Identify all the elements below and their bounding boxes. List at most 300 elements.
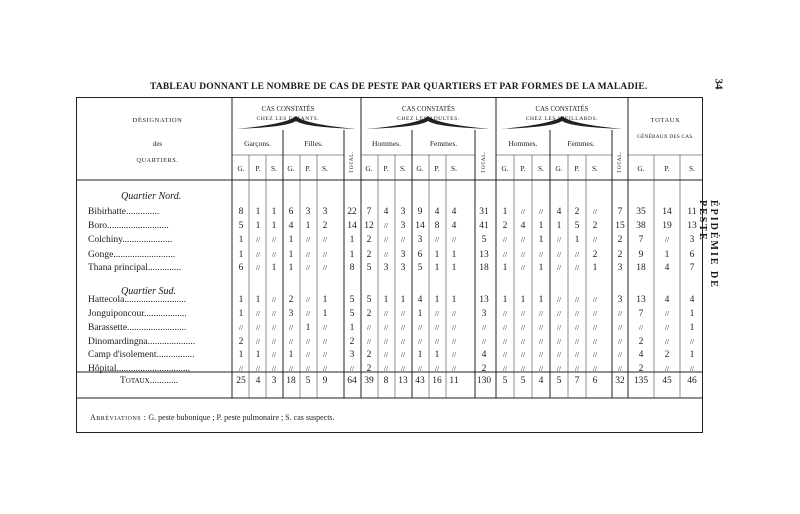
table-cell: // [271, 323, 277, 332]
table-cell: // [502, 350, 508, 359]
table-cell: // [617, 350, 623, 359]
totals-cell: 3 [271, 376, 277, 386]
table-cell: 1 [592, 263, 598, 273]
table-cell: 1 [689, 323, 695, 333]
gps-header-cell: P. [574, 164, 580, 173]
gps-header-cell: G. [237, 164, 245, 173]
table-cell: // [322, 263, 328, 272]
table-cell: 2 [288, 295, 294, 305]
table-cell: 5 [349, 295, 355, 305]
table-cell: 2 [366, 350, 372, 360]
totals-cell: 11 [449, 376, 459, 386]
table-cell: // [502, 309, 508, 318]
totals-cell: 5 [502, 376, 508, 386]
table-cell: // [574, 263, 580, 272]
table-cell: // [592, 323, 598, 332]
abbreviations-label: Abréviations : [90, 413, 147, 422]
table-cell: // [556, 364, 562, 373]
totals-cell: 4 [255, 376, 261, 386]
abbreviations-text: G. peste bubonique ; P. peste pulmonaire ; S. cas suspects. [148, 413, 335, 422]
table-cell: // [434, 309, 440, 318]
table-cell: // [305, 309, 311, 318]
gps-header-cell: P. [255, 164, 261, 173]
table-cell: // [271, 309, 277, 318]
table-cell: 7 [689, 263, 695, 273]
table-cell: 1 [349, 323, 355, 333]
table-cell: // [520, 323, 526, 332]
table-cell: // [305, 250, 311, 259]
table-cell: 4 [520, 221, 526, 231]
table-cell: 2 [366, 364, 372, 374]
table-cell: 5 [366, 263, 372, 273]
gps-header-cell: G. [287, 164, 295, 173]
adults-femmes-label: Femmes. [429, 139, 458, 148]
table-cell: // [520, 250, 526, 259]
table-cell: // [366, 337, 372, 346]
table-cell: // [520, 364, 526, 373]
table-cell: 4 [451, 221, 457, 231]
table-cell: // [238, 323, 244, 332]
table-cell: 1 [255, 221, 261, 231]
table-cell: // [305, 350, 311, 359]
table-cell: // [255, 337, 261, 346]
section-title-sud: Quartier Sud. [121, 286, 176, 297]
table-cell: 1 [288, 250, 294, 260]
table-cell: 1 [689, 309, 695, 319]
adults-hommes-label: Hommes. [372, 139, 401, 148]
table-cell: 4 [638, 350, 644, 360]
table-cell: // [538, 323, 544, 332]
totals-cell: 45 [662, 376, 672, 386]
table-cell: 1 [238, 309, 244, 319]
table-cell: 13 [479, 295, 489, 305]
table-cell: // [417, 323, 423, 332]
table-cell: // [451, 235, 457, 244]
gps-header-cell: G. [365, 164, 373, 173]
table-cell: // [400, 309, 406, 318]
table-cell: // [664, 364, 670, 373]
table-cell: // [271, 235, 277, 244]
table-cell: 4 [434, 207, 440, 217]
table-cell: 35 [636, 207, 646, 217]
table-cell: 4 [288, 221, 294, 231]
table-cell: 1 [502, 263, 508, 273]
table-cell: 5 [366, 295, 372, 305]
table-cell: // [400, 350, 406, 359]
table-cell: // [400, 323, 406, 332]
table-cell: // [538, 309, 544, 318]
table-cell: // [434, 235, 440, 244]
table-cell: 1 [238, 235, 244, 245]
gps-header-cell: P. [664, 164, 670, 173]
table-cell: 31 [479, 207, 489, 217]
table-cell: 8 [238, 207, 244, 217]
table-cell: 3 [322, 207, 328, 217]
table-cell: // [664, 309, 670, 318]
abbreviations-note [90, 413, 335, 422]
table-cell: // [520, 207, 526, 216]
table-cell: 1 [349, 235, 355, 245]
table-cell: // [322, 323, 328, 332]
elderly-hommes-label: Hommes. [508, 139, 538, 148]
table-cell: 5 [574, 221, 580, 231]
table-cell: // [520, 337, 526, 346]
gps-header-cell: G. [416, 164, 424, 173]
table-cell: // [288, 337, 294, 346]
table-cell: 4 [664, 295, 670, 305]
table-cell: 4 [556, 207, 562, 217]
table-cell: // [451, 337, 457, 346]
totals-cell: 5 [520, 376, 526, 386]
gps-header-cell: P. [383, 164, 389, 173]
table-cell: // [592, 309, 598, 318]
table-cell: // [305, 263, 311, 272]
table-cell: 7 [638, 309, 644, 319]
totals-cell: 64 [347, 376, 357, 386]
totals-cell: 7 [574, 376, 580, 386]
table-cell: // [520, 350, 526, 359]
table-cell: 15 [615, 221, 625, 231]
table-cell: 6 [689, 250, 695, 260]
totals-cell: 9 [322, 376, 328, 386]
table-cell: 3 [400, 250, 406, 260]
row-label: Hôpital............................... [88, 364, 191, 374]
table-cell: // [556, 337, 562, 346]
table-cell: 41 [479, 221, 489, 231]
table-cell: 2 [366, 309, 372, 319]
row-label: Colchiny..................... [88, 235, 173, 245]
table-cell: // [305, 364, 311, 373]
table-cell: // [434, 337, 440, 346]
table-cell: // [617, 323, 623, 332]
table-cell: // [538, 250, 544, 259]
table-cell: 2 [592, 250, 598, 260]
table-cell: // [400, 337, 406, 346]
gps-header-cell: S. [399, 164, 407, 173]
table-cell: // [592, 295, 598, 304]
table-cell: 1 [502, 295, 508, 305]
table-cell: 1 [451, 250, 457, 260]
table-cell: 1 [538, 263, 544, 273]
table-cell: 1 [271, 221, 277, 231]
table-cell: 5 [417, 263, 423, 273]
table-cell: // [502, 323, 508, 332]
table-cell: // [574, 364, 580, 373]
table-cell: 1 [556, 221, 562, 231]
gps-header-cell: S. [270, 164, 278, 173]
table-cell: // [520, 309, 526, 318]
table-cell: 3 [689, 235, 695, 245]
designation-header-des: des [152, 140, 163, 148]
table-cell: 2 [574, 207, 580, 217]
table-cell: // [664, 337, 670, 346]
table-cell: 18 [636, 263, 646, 273]
table-cell: 1 [538, 235, 544, 245]
table-cell: // [556, 295, 562, 304]
totals-cell: 13 [398, 376, 408, 386]
group-children-subtitle: CHEZ LES ENFANTS. [256, 116, 320, 122]
gps-header-cell: S. [537, 164, 545, 173]
table-cell: 5 [481, 235, 487, 245]
table-cell: 2 [349, 337, 355, 347]
totals-cell: 46 [687, 376, 697, 386]
totals-cell: 39 [364, 376, 374, 386]
table-cell: // [592, 207, 598, 216]
group-elderly-title: CAS CONSTATÉS [535, 106, 589, 113]
gps-header-cell: S. [321, 164, 329, 173]
table-cell: // [271, 337, 277, 346]
table-cell: 3 [305, 207, 311, 217]
table-cell: // [255, 235, 261, 244]
table-cell: 2 [638, 337, 644, 347]
table-cell: // [417, 337, 423, 346]
table-cell: 6 [417, 250, 423, 260]
table-cell: 1 [349, 250, 355, 260]
table-cell: 3 [481, 309, 487, 319]
table-cell: 2 [617, 250, 623, 260]
table-cell: // [617, 337, 623, 346]
table-cell: // [383, 337, 389, 346]
table-cell: 7 [617, 207, 623, 217]
table-cell: // [556, 309, 562, 318]
table-cell: // [502, 235, 508, 244]
table-cell: // [322, 364, 328, 373]
table-cell: // [451, 364, 457, 373]
table-cell: 13 [687, 221, 697, 231]
table-cell: 38 [636, 221, 646, 231]
table-cell: 9 [417, 207, 423, 217]
table-cell: // [556, 235, 562, 244]
table-cell: 2 [322, 221, 328, 231]
gps-header-cell: P. [434, 164, 440, 173]
table-cell: // [271, 250, 277, 259]
designation-header-quartiers: QUARTIERS. [136, 157, 179, 164]
table-cell: // [383, 364, 389, 373]
totals-cell: 43 [415, 376, 425, 386]
table-cell: 2 [638, 364, 644, 374]
table-cell: // [451, 309, 457, 318]
table-cell: 1 [305, 221, 311, 231]
totals-cell: 25 [236, 376, 246, 386]
table-cell: 1 [383, 295, 389, 305]
table-cell: 1 [288, 263, 294, 273]
table-cell: 1 [255, 207, 261, 217]
table-cell: 5 [238, 221, 244, 231]
row-label: Hattecola.......................... [88, 295, 187, 305]
table-cell: // [574, 323, 580, 332]
children-garcons-label: Garçons. [244, 139, 271, 148]
table-cell: 1 [434, 250, 440, 260]
totals-cell: 18 [286, 376, 296, 386]
totals-cell: 4 [538, 376, 544, 386]
table-cell: // [538, 207, 544, 216]
table-cell: // [502, 250, 508, 259]
table-cell: 2 [366, 235, 372, 245]
table-cell: // [574, 295, 580, 304]
table-cell: 3 [400, 221, 406, 231]
table-cell: // [481, 323, 487, 332]
table-cell: 4 [664, 263, 670, 273]
table-cell: // [689, 337, 695, 346]
table-cell: // [400, 364, 406, 373]
table-cell: // [538, 364, 544, 373]
table-cell: 1 [417, 309, 423, 319]
table-cell: // [322, 350, 328, 359]
table-cell: // [305, 235, 311, 244]
table-cell: // [238, 364, 244, 373]
table-cell: 1 [451, 263, 457, 273]
totals-cell: 130 [476, 376, 492, 386]
table-cell: // [538, 337, 544, 346]
table-cell: // [271, 350, 277, 359]
table-cell: 1 [322, 309, 328, 319]
table-cell: // [592, 350, 598, 359]
table-cell: // [574, 250, 580, 259]
table-cell: 2 [592, 221, 598, 231]
totals-cell: 32 [615, 376, 625, 386]
table-cell: // [502, 337, 508, 346]
totals-cell: 16 [432, 376, 442, 386]
table-cell: 3 [400, 207, 406, 217]
table-cell: 1 [238, 250, 244, 260]
gps-header-cell: G. [637, 164, 645, 173]
table-cell: 6 [238, 263, 244, 273]
table-cell: // [305, 337, 311, 346]
table-cell: // [592, 337, 598, 346]
row-label: Dinomardingna.................... [88, 337, 196, 347]
table-cell: // [434, 323, 440, 332]
gps-header-cell: P. [305, 164, 311, 173]
table-cell: // [255, 323, 261, 332]
table-cell: // [689, 364, 695, 373]
table-cell: // [664, 235, 670, 244]
gps-header-cell: G. [501, 164, 509, 173]
row-label: Gonge.......................... [88, 250, 176, 260]
table-cell: // [255, 250, 261, 259]
table-cell: 3 [417, 235, 423, 245]
table-cell: 1 [434, 263, 440, 273]
elderly-femmes-label: Femmes. [567, 139, 595, 148]
table-cell: // [383, 323, 389, 332]
table-cell: 2 [502, 221, 508, 231]
table-cell: 1 [238, 295, 244, 305]
table-cell: // [417, 364, 423, 373]
table-cell: // [322, 250, 328, 259]
table-cell: 4 [689, 295, 695, 305]
table-cell: // [574, 350, 580, 359]
table-cell: // [255, 309, 261, 318]
totaux-header-sub: GÉNÉRAUX DES CAS. [637, 134, 694, 140]
table-cell: // [664, 323, 670, 332]
table-cell: // [383, 309, 389, 318]
table-cell: 1 [255, 350, 261, 360]
gps-header-cell: S. [450, 164, 458, 173]
table-cell: 1 [502, 207, 508, 217]
table-cell: 8 [349, 263, 355, 273]
row-label: Thana principal.............. [88, 263, 182, 273]
page-number: 34 [712, 78, 725, 90]
table-cell: 14 [415, 221, 425, 231]
table-cell: // [451, 323, 457, 332]
table-cell: // [255, 263, 261, 272]
table-cell: 14 [662, 207, 672, 217]
table-cell: // [538, 350, 544, 359]
table-cell: 6 [288, 207, 294, 217]
table-cell: 18 [479, 263, 489, 273]
table-cell: 1 [417, 350, 423, 360]
table-cell: // [366, 323, 372, 332]
table-cell: 4 [417, 295, 423, 305]
table-cell: 7 [366, 207, 372, 217]
table-cell: // [255, 364, 261, 373]
table-cell: // [383, 350, 389, 359]
table-cell: 4 [481, 350, 487, 360]
table-cell: 3 [617, 263, 623, 273]
totals-cell: 8 [383, 376, 389, 386]
children-filles-label: Filles. [304, 139, 323, 148]
table-cell: // [638, 323, 644, 332]
table-cell: 2 [238, 337, 244, 347]
table-cell: 1 [434, 350, 440, 360]
table-cell: 3 [349, 350, 355, 360]
table-cell: // [322, 337, 328, 346]
table-cell: // [451, 350, 457, 359]
table-cell: 7 [638, 235, 644, 245]
table-cell: 19 [662, 221, 672, 231]
gps-header-cell: G. [555, 164, 563, 173]
gps-header-cell: P. [520, 164, 526, 173]
table-cell: // [434, 364, 440, 373]
table-cell: // [617, 364, 623, 373]
table-cell: // [574, 309, 580, 318]
group-adults-title: CAS CONSTATÉS [402, 106, 455, 113]
table-cell: // [349, 364, 355, 373]
table-cell: 2 [617, 235, 623, 245]
table-cell: 1 [255, 295, 261, 305]
table-cell: 4 [383, 207, 389, 217]
table-cell: 3 [617, 295, 623, 305]
table-cell: 4 [451, 207, 457, 217]
table-cell: 2 [366, 250, 372, 260]
totals-cell: 5 [556, 376, 562, 386]
totals-cell: 6 [592, 376, 598, 386]
row-label: Jonguiponcour.................. [88, 309, 187, 319]
table-cell: // [502, 364, 508, 373]
table-cell: // [383, 235, 389, 244]
table-cell: 3 [383, 263, 389, 273]
table-cell: // [556, 263, 562, 272]
table-cell: 14 [347, 221, 357, 231]
group-elderly-subtitle: CHEZ LES VIEILLARDS. [525, 116, 599, 122]
table-cell: 13 [636, 295, 646, 305]
table-cell: // [520, 263, 526, 272]
table-cell: 1 [538, 295, 544, 305]
table-cell: // [556, 323, 562, 332]
table-cell: 12 [364, 221, 374, 231]
table-cell: // [322, 235, 328, 244]
adults-total-label: TOTAL. [481, 151, 487, 173]
table-cell: // [592, 235, 598, 244]
table-cell: // [481, 337, 487, 346]
table-cell: // [305, 295, 311, 304]
table-cell: 9 [638, 250, 644, 260]
row-label: Barassette......................... [88, 323, 187, 333]
gps-header-cell: S. [591, 164, 599, 173]
table-cell: // [271, 364, 277, 373]
table-cell: // [592, 364, 598, 373]
totals-cell: 5 [305, 376, 311, 386]
table-cell: 1 [664, 250, 670, 260]
